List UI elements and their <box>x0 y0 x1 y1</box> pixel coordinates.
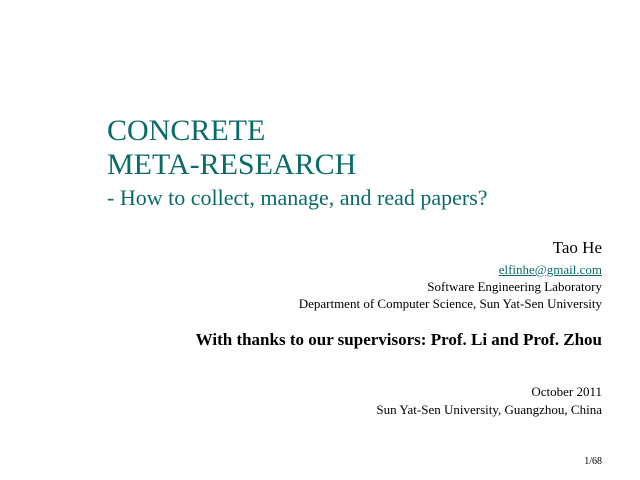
location: Sun Yat-Sen University, Guangzhou, China <box>376 402 602 417</box>
lab-name: Software Engineering Laboratory <box>427 279 602 294</box>
author-name: Tao He <box>552 238 602 257</box>
title-line-2: META-RESEARCH <box>107 148 357 181</box>
title-line-1: CONCRETE <box>107 114 266 147</box>
author-email-link[interactable]: elfinhe@gmail.com <box>498 262 602 277</box>
title-block <box>107 114 488 211</box>
department-name: Department of Computer Science, Sun Yat-Sen University <box>298 296 602 311</box>
acknowledgement: With thanks to our supervisors: Prof. Li and Prof. Zhou <box>195 330 602 349</box>
date: October 2011 <box>531 384 602 399</box>
subtitle: - How to collect, manage, and read papers? <box>107 185 488 210</box>
page-number: 1/68 <box>584 456 602 467</box>
